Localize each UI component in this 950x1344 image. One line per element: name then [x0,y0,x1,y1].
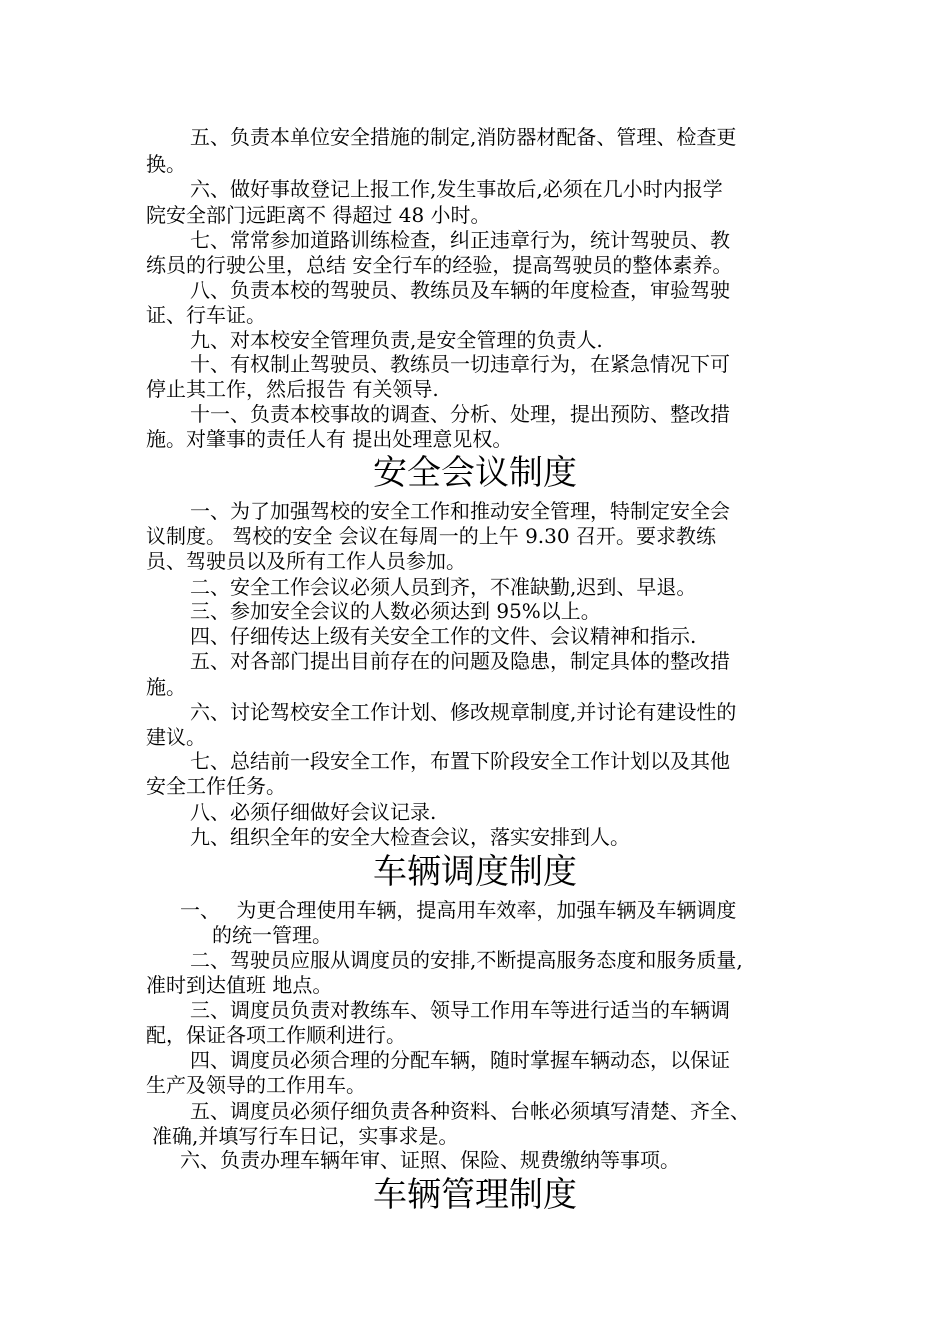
meeting-para-1-line-2: 议制度。 驾校的安全 会议在每周一的上午 9.30 召开。要求教练 [146,524,716,548]
dispatch-para-5-line-2: 准确,并填写行车日记，实事求是。 [152,1124,459,1148]
meeting-para-8-line-1: 八、必须仔细做好会议记录. [190,800,437,824]
meeting-para-7-line-1: 七、总结前一段安全工作，布置下阶段安全工作计划以及其他 [190,749,730,773]
meeting-para-6-line-2: 建议。 [146,725,206,749]
para-8-line-1: 八、负责本校的驾驶员、教练员及车辆的年度检查，审验驾驶 [190,278,730,302]
meeting-para-5-line-1: 五、对各部门提出目前存在的问题及隐患，制定具体的整改措 [190,649,730,673]
para-6-line-1: 六、做好事故登记上报工作,发生事故后,必须在几小时内报学 [190,177,723,201]
heading-safety-meeting: 安全会议制度 [373,453,577,493]
dispatch-para-4-line-1: 四、调度员必须合理的分配车辆，随时掌握车辆动态，以保证 [190,1048,730,1072]
meeting-para-9-line-1: 九、组织全年的安全大检查会议，落实安排到人。 [190,825,630,849]
dispatch-para-4-line-2: 生产及领导的工作用车。 [146,1073,366,1097]
meeting-para-1-line-1: 一、为了加强驾校的安全工作和推动安全管理，特制定安全会 [190,499,730,523]
heading-vehicle-dispatch: 车辆调度制度 [373,852,577,892]
meeting-para-5-line-2: 施。 [146,675,186,699]
meeting-para-1-line-3: 员、驾驶员以及所有工作人员参加。 [146,549,466,573]
meeting-para-6-line-1: 六、讨论驾校安全工作计划、修改规章制度,并讨论有建设性的 [190,700,737,724]
para-5-line-1: 五、负责本单位安全措施的制定,消防器材配备、管理、检查更 [190,125,737,149]
para-8-line-2: 证、行车证。 [146,303,266,327]
dispatch-para-3-line-1: 三、调度员负责对教练车、领导工作用车等进行适当的车辆调 [190,998,730,1022]
meeting-para-7-line-2: 安全工作任务。 [146,774,286,798]
dispatch-para-3-line-2: 配，保证各项工作顺利进行。 [146,1023,406,1047]
heading-vehicle-management: 车辆管理制度 [373,1175,577,1215]
meeting-para-4-line-1: 四、仔细传达上级有关安全工作的文件、会议精神和指示. [190,624,697,648]
meeting-para-3-line-1: 三、参加安全会议的人数必须达到 95%以上。 [190,599,601,623]
para-11-line-1: 十一、负责本校事故的调查、分析、处理，提出预防、整改措 [190,402,730,426]
dispatch-para-1-line-2: 的统一管理。 [212,923,332,947]
dispatch-para-1-line-1: 一、 为更合理使用车辆，提高用车效率，加强车辆及车辆调度 [180,898,737,922]
para-11-line-2: 施。对肇事的责任人有 提出处理意见权。 [146,427,513,451]
para-5-line-2: 换。 [146,152,186,176]
dispatch-para-2-line-2: 准时到达值班 地点。 [146,973,333,997]
dispatch-para-6-line-1: 六、负责办理车辆年审、证照、保险、规费缴纳等事项。 [180,1148,680,1172]
para-7-line-1: 七、常常参加道路训练检查，纠正违章行为，统计驾驶员、教 [190,228,730,252]
para-7-line-2: 练员的行驶公里，总结 安全行车的经验，提高驾驶员的整体素养。 [146,253,733,277]
para-6-line-2: 院安全部门远距离不 得超过 48 小时。 [146,203,491,227]
dispatch-para-5-line-1: 五、调度员必须仔细负责各种资料、台帐必须填写清楚、齐全、 [190,1099,750,1123]
dispatch-para-2-line-1: 二、驾驶员应服从调度员的安排,不断提高服务态度和服务质量, [190,948,743,972]
para-10-line-1: 十、有权制止驾驶员、教练员一切违章行为，在紧急情况下可 [190,352,730,376]
meeting-para-2-line-1: 二、安全工作会议必须人员到齐，不准缺勤,迟到、早退。 [190,575,697,599]
para-10-line-2: 停止其工作，然后报告 有关领导. [146,377,439,401]
para-9-line-1: 九、对本校安全管理负责,是安全管理的负责人. [190,328,603,352]
